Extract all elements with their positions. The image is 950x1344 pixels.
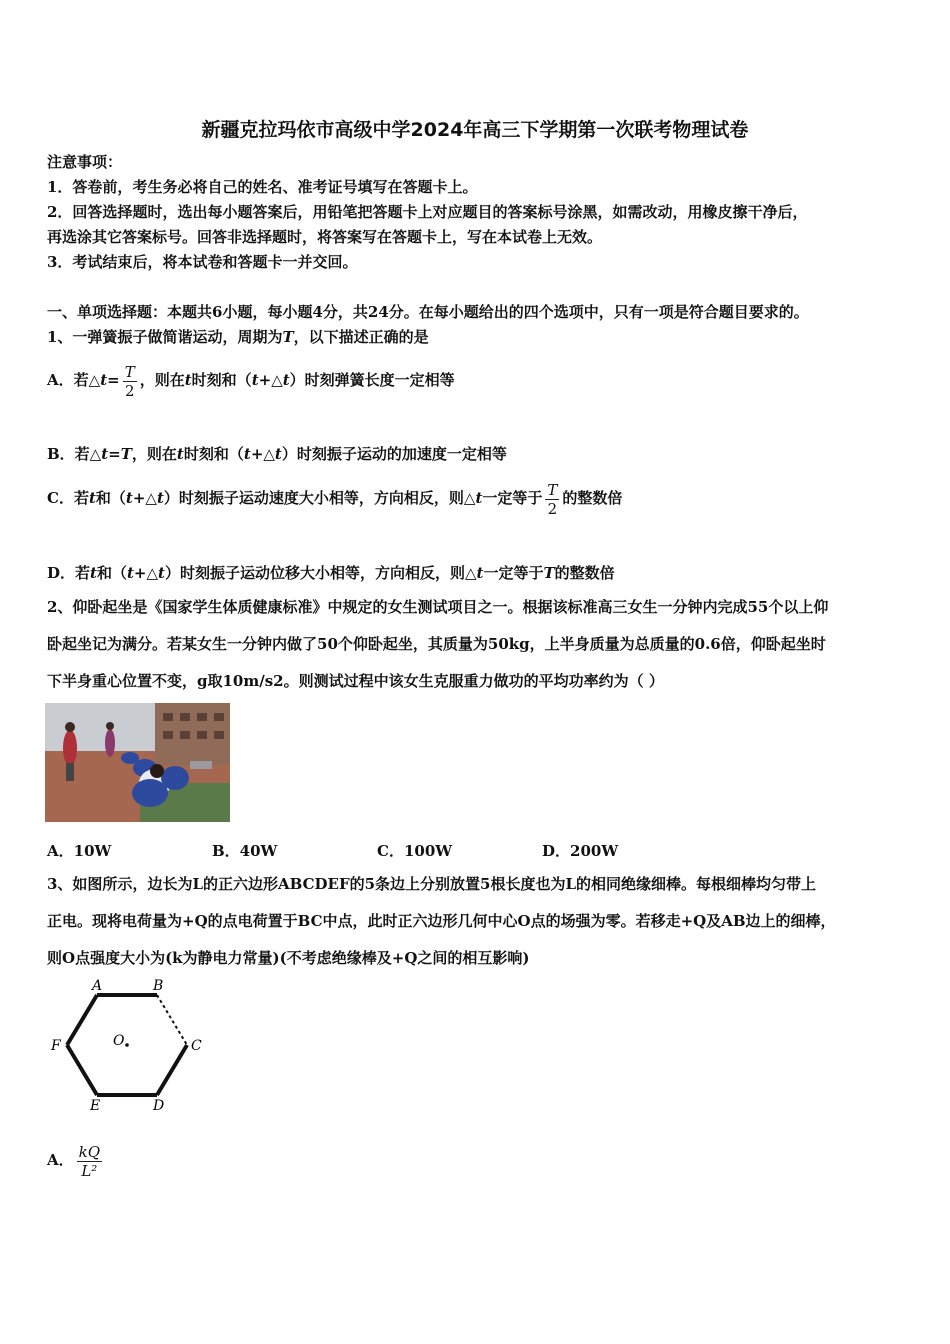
page-title: 新疆克拉玛依市高级中学2024年高三下学期第一次联考物理试卷 [201, 119, 749, 141]
q2-line-2: 卧起坐记为满分。若某女生一分钟内做了50个仰卧起坐，其质量为50kg，上半身质量为总质量的0.6倍，仰卧起坐时 [47, 635, 826, 653]
q3-line-3: 则O点强度大小为(k为静电力常量)(不考虑绝缘棒及+Q之间的相互影响) [47, 949, 530, 967]
center-point [125, 1043, 129, 1047]
notice-item-1: 1．答卷前，考生务必将自己的姓名、准考证号填写在答题卡上。 [47, 178, 478, 196]
edge-ef [67, 1045, 97, 1095]
q2-choice-c: C．100W [377, 842, 453, 860]
q2-choice-a: A．10W [47, 842, 112, 860]
center-label-o: O [113, 1033, 125, 1049]
notice-heading: 注意事项： [47, 153, 123, 171]
notice-item-2b: 再选涂其它答案标号。回答非选择题时，将答案写在答题卡上，写在本试卷上无效。 [47, 228, 603, 246]
vertex-label-a: A [92, 978, 103, 994]
q2-choice-d: D．200W [542, 842, 619, 860]
q1-option-b: B．若△t=T，则在t时刻和（t+△t）时刻振子运动的加速度一定相等 [47, 445, 507, 463]
edge-bc [157, 995, 187, 1045]
fraction-kq-over-l2: $\frac{kQ}{\text{L²}}$ [78, 1142, 101, 1180]
vertex-label-c: C [191, 1038, 202, 1054]
edge-fa [67, 995, 97, 1045]
section-heading: 一、单项选择题：本题共6小题，每小题4分，共24分。在每小题给出的四个选项中，只有一项是符合题目要求的。 [47, 303, 809, 321]
q1-option-d: D．若t和（t+△t）时刻振子运动位移大小相等，方向相反，则△t一定等于T的整数倍 [47, 564, 615, 582]
vertex-label-d: D [153, 1098, 165, 1114]
vertex-label-f: F [51, 1038, 61, 1054]
fraction-t-over-2: $\frac{T}{2}$ [547, 480, 558, 518]
q2-line-3: 下半身重心位置不变，g取10m/s2。则测试过程中该女生克服重力做功的平均功率约为（ ） [47, 672, 664, 690]
vertex-label-b: B [153, 978, 164, 994]
notice-item-3: 3．考试结束后，将本试卷和答题卡一并交回。 [47, 253, 358, 271]
q3-option-a: A． $\frac{kQ}{\text{L²}}$ [47, 1142, 101, 1180]
q2-line-1: 2、仰卧起坐是《国家学生体质健康标准》中规定的女生测试项目之一。根据该标准高三女生一分钟内完成55个以上仰 [47, 598, 829, 616]
q3-line-2: 正电。现将电荷量为+Q的点电荷置于BC中点，此时正六边形几何中心O点的场强为零。若移走+Q及AB边上的细棒， [47, 912, 836, 930]
q1-option-a: A．若△t= $\frac{T}{2}$ ，则在t时刻和（t+△t）时刻弹簧长度一定相等 [47, 362, 455, 400]
q1-stem: 1、一弹簧振子做简谐运动，周期为T，以下描述正确的是 [47, 328, 429, 346]
fraction-t-over-2: $\frac{T}{2}$ [124, 362, 135, 400]
situp-test-photo [45, 703, 230, 822]
q3-line-1: 3、如图所示，边长为L的正六边形ABCDEF的5条边上分别放置5根长度也为L的相同绝缘细棒。每根细棒均匀带上 [47, 875, 817, 893]
q1-option-c: C．若t和（t+△t）时刻振子运动速度大小相等，方向相反，则△t一定等于 $\frac{T}{2}$ 的整数倍 [47, 480, 623, 518]
hexagon-diagram [45, 975, 215, 1115]
notice-item-2a: 2．回答选择题时，选出每小题答案后，用铅笔把答题卡上对应题目的答案标号涂黑，如需改动，用橡皮擦干净后， [47, 203, 808, 221]
q2-choice-b: B．40W [212, 842, 278, 860]
vertex-label-e: E [90, 1098, 101, 1114]
edge-cd [157, 1045, 187, 1095]
